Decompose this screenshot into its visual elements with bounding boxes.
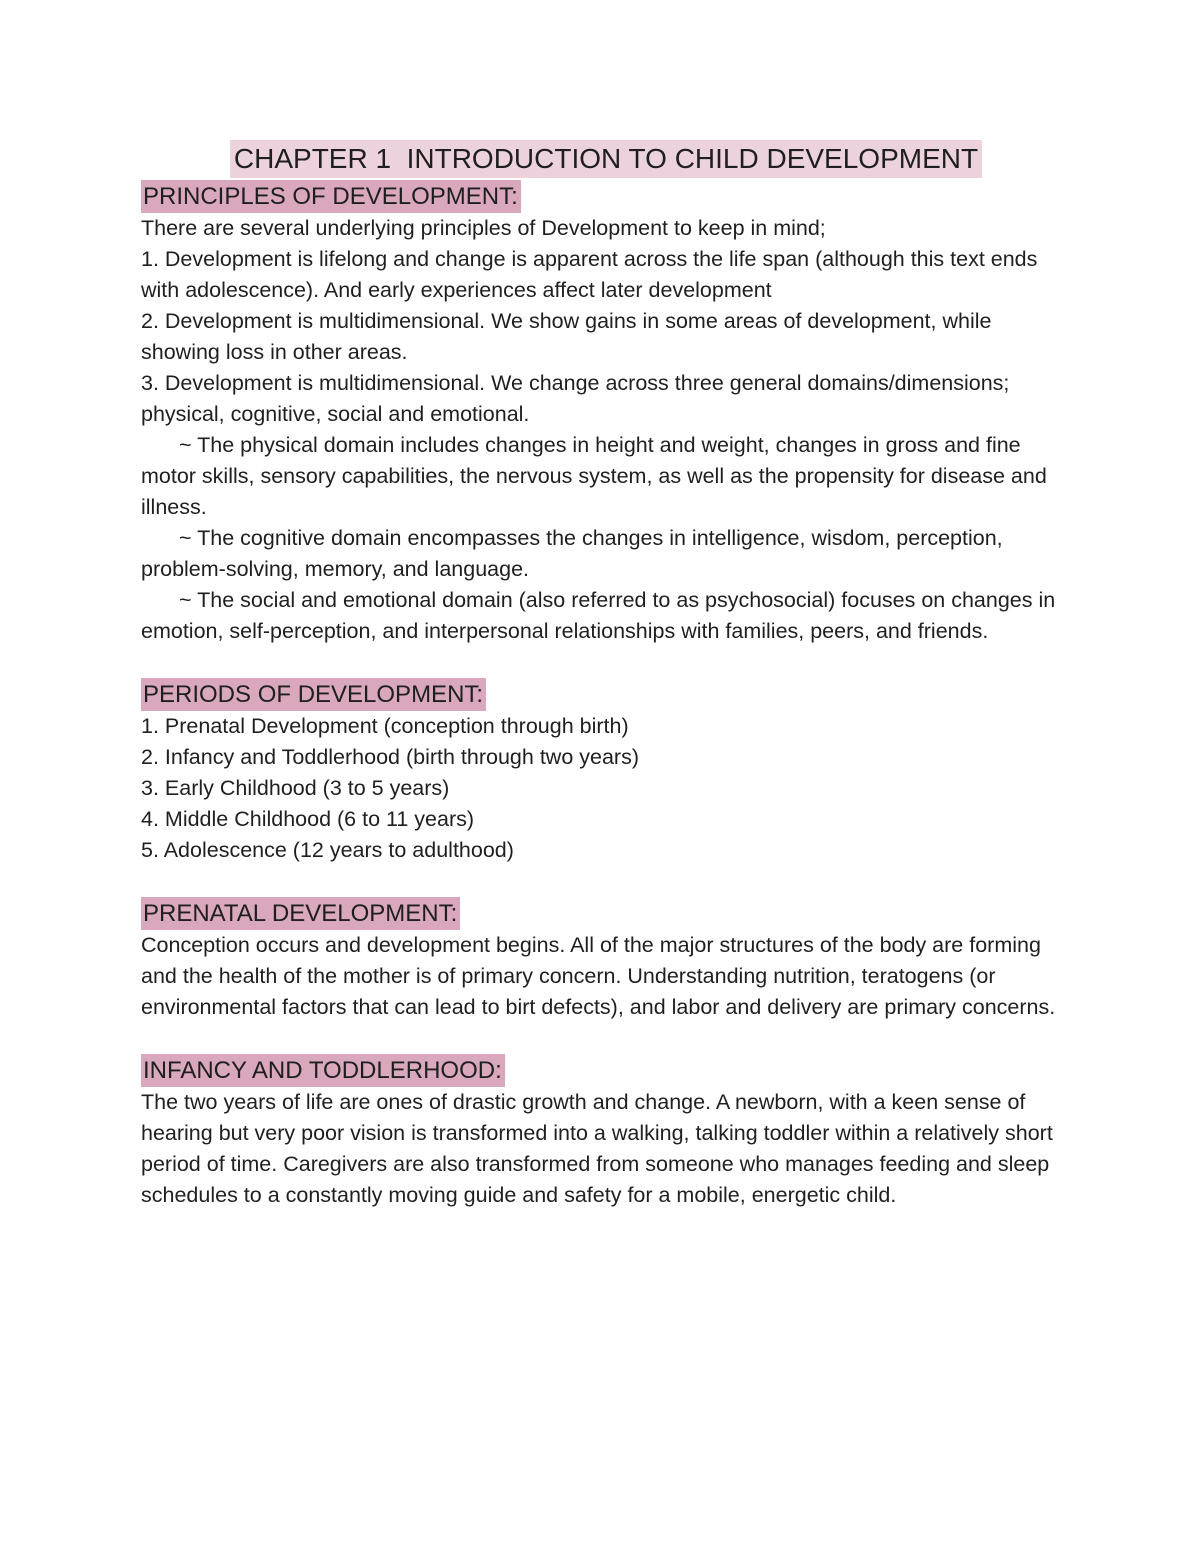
principle-1: 1. Development is lifelong and change is apparent across the life span (although this text ends with adolescence). And early experiences affect later development	[141, 247, 1038, 302]
title-row	[141, 140, 1071, 180]
prenatal-text: Conception occurs and development begins. All of the major structures of the body are forming and the health of the mother is of primary concern. Understanding nutrition, teratogens (or environmental factors that can lead to birt defects), and labor and delivery are primary concerns.	[141, 933, 1056, 1019]
indent-space	[141, 588, 179, 612]
infancy-heading: INFANCY AND TODDLERHOOD:	[141, 1054, 505, 1087]
periods-heading-row	[141, 678, 1071, 711]
spacer	[141, 1023, 1071, 1054]
spacer	[141, 647, 1071, 678]
physical-domain-text: ~ The physical domain includes changes in height and weight, changes in gross and fine motor skills, sensory capabilities, the nervous system, as well as the propensity for disease and illness.	[141, 433, 1047, 519]
period-item: 2. Infancy and Toddlerhood (birth through two years)	[141, 745, 639, 769]
period-item: 3. Early Childhood (3 to 5 years)	[141, 776, 450, 800]
physical-domain-note	[141, 430, 1071, 523]
social-domain-note	[141, 585, 1071, 647]
document-content	[141, 140, 1071, 1211]
principles-heading-row	[141, 180, 1071, 213]
period-item: 5. Adolescence (12 years to adulthood)	[141, 838, 514, 862]
prenatal-heading: PRENATAL DEVELOPMENT:	[141, 897, 460, 930]
spacer	[141, 866, 1071, 897]
cognitive-domain-note	[141, 523, 1071, 585]
principle-3: 3. Development is multidimensional. We change across three general domains/dimensions; physical, cognitive, social and emotional.	[141, 371, 1010, 426]
principle-2: 2. Development is multidimensional. We show gains in some areas of development, while showing loss in other areas.	[141, 309, 992, 364]
principles-heading: PRINCIPLES OF DEVELOPMENT:	[141, 180, 521, 213]
prenatal-heading-row	[141, 897, 1071, 930]
infancy-heading-row	[141, 1054, 1071, 1087]
period-item: 4. Middle Childhood (6 to 11 years)	[141, 807, 475, 831]
infancy-text: The two years of life are ones of drastic growth and change. A newborn, with a keen sense of hearing but very poor vision is transformed into a walking, talking toddler within a relatively short period of time. Caregivers are also transformed from someone who manages feeding and sleep schedules to a constantly moving guide and safety for a mobile, energetic child.	[141, 1090, 1053, 1207]
page-title: CHAPTER 1 INTRODUCTION TO CHILD DEVELOPMENT	[230, 140, 982, 178]
period-item: 1. Prenatal Development (conception through birth)	[141, 714, 629, 738]
periods-heading: PERIODS OF DEVELOPMENT:	[141, 678, 486, 711]
indent-space	[141, 526, 179, 550]
cognitive-domain-text: ~ The cognitive domain encompasses the changes in intelligence, wisdom, perception, problem-solving, memory, and language.	[141, 526, 1003, 581]
indent-space	[141, 433, 179, 457]
social-domain-text: ~ The social and emotional domain (also referred to as psychosocial) focuses on changes in emotion, self-perception, and interpersonal relationships with families, peers, and friends.	[141, 588, 1056, 643]
principles-intro: There are several underlying principles of Development to keep in mind;	[141, 216, 826, 240]
